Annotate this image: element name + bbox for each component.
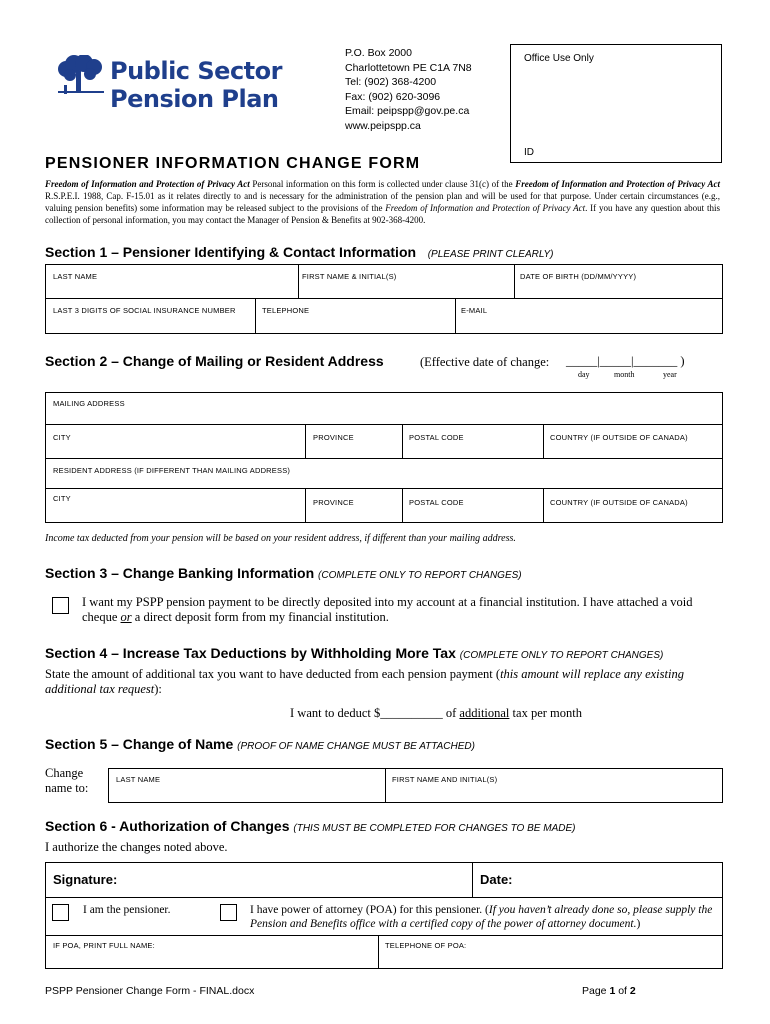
address-fax: Fax: (902) 620-3096: [345, 90, 441, 103]
logo-line2: Pension Plan: [110, 85, 279, 113]
new-first-name-field[interactable]: FIRST NAME AND INITIAL(S): [392, 775, 498, 784]
change-label-2: name to:: [45, 781, 89, 795]
or-text: or: [120, 610, 132, 624]
direct-deposit-checkbox[interactable]: [52, 597, 69, 614]
signature-field[interactable]: Signature:: [53, 872, 118, 887]
change-name-to-label: [45, 766, 88, 796]
tree-icon: [52, 55, 110, 95]
office-use-box: [510, 44, 722, 163]
effective-date-input[interactable]: _____|_____|_______ ): [566, 354, 685, 368]
mailing-province-field[interactable]: PROVINCE: [313, 433, 354, 442]
address-email: Email: peipspp@gov.pe.ca: [345, 105, 470, 117]
section4-heading: Section 4 – Increase Tax Deductions by Withholding More Tax: [45, 645, 456, 661]
sin-field[interactable]: LAST 3 DIGITS OF SOCIAL INSURANCE NUMBER: [53, 306, 236, 315]
mailing-country-field[interactable]: COUNTRY (IF OUTSIDE OF CANADA): [550, 433, 688, 442]
direct-deposit-text: [82, 595, 722, 625]
page-label: Page: [582, 985, 610, 997]
address-po-box: P.O. Box 2000: [345, 47, 412, 59]
address-web: www.peipspp.ca: [345, 119, 421, 132]
section6-note: (THIS MUST BE COMPLETED FOR CHANGES TO BE MADE): [293, 823, 576, 834]
page-number: [582, 985, 636, 997]
section5-heading: Section 5 – Change of Name: [45, 736, 234, 752]
deduct-underlined: additional: [459, 706, 510, 720]
change-label-1: Change: [45, 766, 84, 780]
section4-title: [45, 645, 663, 661]
poa-text-b: ): [636, 918, 641, 930]
form-title: PENSIONER INFORMATION CHANGE FORM: [45, 155, 421, 172]
privacy-text-3: . If you have any question about this collection of personal information, you may contact the Manager of Pension & Benefits at 902-368-4200.: [45, 203, 720, 225]
section6-title: [45, 818, 575, 834]
section6-heading: Section 6 - Authorization of Changes: [45, 818, 290, 834]
section1-note: (PLEASE PRINT CLEARLY): [427, 249, 554, 260]
day-label: day: [578, 370, 590, 379]
new-last-name-field[interactable]: LAST NAME: [116, 775, 161, 784]
pensioner-checkbox[interactable]: [52, 904, 69, 921]
logo: [52, 55, 302, 125]
pensioner-label: I am the pensioner.: [83, 904, 171, 916]
section1-heading: Section 1 – Pensioner Identifying & Contact Information: [45, 244, 417, 260]
privacy-text-2: R.S.P.E.I. 1988, Cap. F-15.01 as it relates directly to and is necessary for the administration of the pension plan and will be used for that purpose. Under certain circumstances (e.g., valuing pension benefits) some information may be released subject to the provisions of the: [45, 191, 720, 213]
deduct-text-b: tax per month: [509, 706, 582, 720]
section3-heading: Section 3 – Change Banking Information: [45, 565, 315, 581]
dob-field[interactable]: DATE OF BIRTH (DD/MM/YYYY): [520, 272, 637, 281]
privacy-act-name: Freedom of Information and Protection of Privacy Act: [45, 179, 250, 189]
section3-note: (COMPLETE ONLY TO REPORT CHANGES): [318, 570, 522, 581]
section1-title: [45, 244, 554, 260]
direct-deposit-text-b: a direct deposit form from my financial institution.: [131, 610, 389, 624]
last-name-field[interactable]: LAST NAME: [53, 272, 98, 281]
section4-text-italic: this amount will replace any existing additional tax request: [45, 667, 684, 696]
privacy-text-1: Personal information on this form is collected under clause 31(c) of the: [249, 179, 516, 189]
poa-text: [250, 903, 720, 931]
office-use-title: Office Use Only: [524, 53, 594, 64]
section4-text-b: ):: [154, 682, 162, 696]
email-field[interactable]: E-MAIL: [461, 306, 488, 315]
month-label: month: [614, 370, 635, 379]
effective-date-label: (Effective date of change:: [420, 355, 550, 369]
section5-table: [108, 768, 723, 803]
resident-country-field[interactable]: COUNTRY (IF OUTSIDE OF CANADA): [550, 498, 688, 507]
section2-note: Income tax deducted from your pension will be based on your resident address, if different than your mailing address.: [45, 533, 516, 544]
resident-address-field[interactable]: RESIDENT ADDRESS (IF DIFFERENT THAN MAILING ADDRESS): [53, 466, 291, 475]
mailing-city-field[interactable]: CITY: [53, 433, 71, 442]
date-field[interactable]: Date:: [480, 872, 513, 887]
resident-province-field[interactable]: PROVINCE: [313, 498, 354, 507]
section4-note: (COMPLETE ONLY TO REPORT CHANGES): [459, 650, 664, 661]
authorize-text: I authorize the changes noted above.: [45, 840, 228, 854]
footer-filename: PSPP Pensioner Change Form - FINAL.docx: [45, 985, 255, 997]
privacy-act-name-3: Freedom of Information and Protection of Privacy Act: [385, 203, 586, 213]
poa-checkbox[interactable]: [220, 904, 237, 921]
resident-city-field[interactable]: CITY: [53, 494, 71, 503]
contact-address: [345, 46, 472, 133]
section4-text-a: State the amount of additional tax you want to have deducted from each pension payment (: [45, 667, 501, 681]
poa-telephone-field[interactable]: TELEPHONE OF POA:: [385, 941, 467, 950]
address-tel: Tel: (902) 368-4200: [345, 76, 437, 88]
section4-text: [45, 667, 725, 697]
first-name-field[interactable]: FIRST NAME & INITIAL(S): [302, 272, 397, 281]
deduct-text-a: I want to deduct $__________ of: [290, 706, 460, 720]
privacy-act-name-2: Freedom of Information and Protection of Privacy Act: [515, 179, 721, 189]
page-of: of: [615, 985, 630, 997]
poa-name-field[interactable]: IF POA, PRINT FULL NAME:: [53, 941, 155, 950]
telephone-field[interactable]: TELEPHONE: [262, 306, 310, 315]
poa-text-italic: If you haven’t already done so, please supply the Pension and Benefits office with a certified copy of the power of attorney document.: [250, 904, 713, 930]
year-label: year: [663, 370, 677, 379]
section5-title: [45, 736, 475, 752]
deduct-amount-line[interactable]: [290, 706, 582, 721]
privacy-notice: [45, 178, 720, 226]
resident-postal-field[interactable]: POSTAL CODE: [409, 498, 464, 507]
poa-text-a: I have power of attorney (POA) for this pensioner. (: [250, 904, 489, 916]
mailing-postal-field[interactable]: POSTAL CODE: [409, 433, 464, 442]
direct-deposit-text-a: I want my PSPP pension payment to be directly deposited into my account at a financial institution. I have attached a void cheque: [82, 595, 693, 624]
section5-note: (PROOF OF NAME CHANGE MUST BE ATTACHED): [237, 741, 475, 752]
page-total: 2: [629, 985, 636, 997]
mailing-address-field[interactable]: MAILING ADDRESS: [53, 399, 125, 408]
section2-heading: Section 2 – Change of Mailing or Resident Address: [45, 353, 384, 369]
logo-line1: Public Sector: [110, 57, 282, 85]
address-city: Charlottetown PE C1A 7N8: [345, 61, 472, 74]
page-current: 1: [609, 985, 616, 997]
section3-title: [45, 565, 522, 581]
office-id-label: ID: [524, 147, 534, 158]
